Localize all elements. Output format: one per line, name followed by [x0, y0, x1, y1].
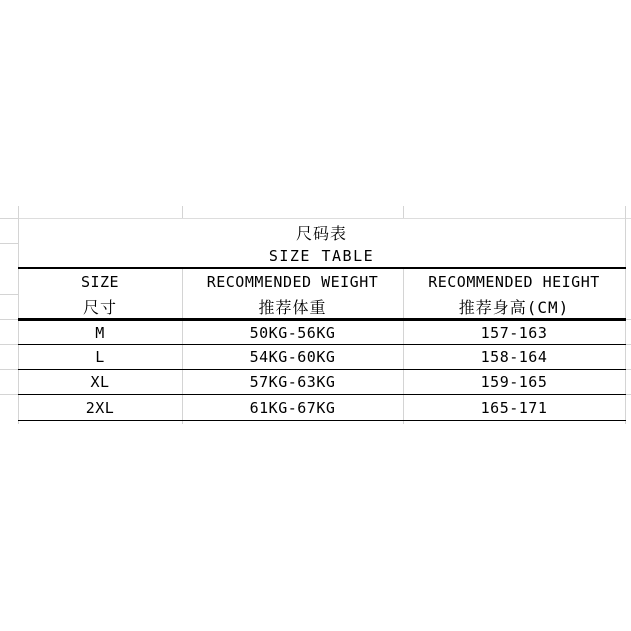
table-cell-size: XL	[90, 373, 110, 391]
table-title-cn: 尺码表	[295, 223, 347, 243]
table-cell-weight: 54KG-60KG	[249, 348, 336, 366]
table-cell-size: L	[95, 348, 105, 366]
header-weight-cn: 推荐体重	[258, 297, 327, 317]
table-cell-weight: 61KG-67KG	[249, 398, 336, 417]
header-weight-en: RECOMMENDED WEIGHT	[206, 273, 379, 291]
table-cell-height: 165-171	[480, 398, 548, 417]
table-rule-bottom	[18, 420, 626, 421]
table-cell-height: 159-165	[480, 373, 548, 391]
table-cell-size: 2XL	[85, 398, 115, 417]
header-size-en: SIZE	[80, 273, 120, 291]
gridline	[182, 206, 183, 218]
gridline	[0, 294, 18, 295]
header-height-cn: 推荐身高(CM)	[458, 297, 570, 317]
header-size-cn: 尺寸	[82, 297, 117, 317]
table-cell-weight: 57KG-63KG	[249, 373, 336, 391]
table-title-en: SIZE TABLE	[268, 247, 375, 265]
table-cell-weight: 50KG-56KG	[249, 323, 336, 342]
header-height-en: RECOMMENDED HEIGHT	[428, 273, 600, 291]
size-table	[0, 206, 631, 424]
table-cell-height: 157-163	[480, 323, 548, 342]
gridline	[625, 206, 626, 424]
table-cell-height: 158-164	[480, 348, 548, 366]
gridline	[0, 218, 631, 219]
gridline	[0, 243, 18, 244]
gridline	[403, 206, 404, 218]
table-cell-size: M	[95, 323, 105, 342]
